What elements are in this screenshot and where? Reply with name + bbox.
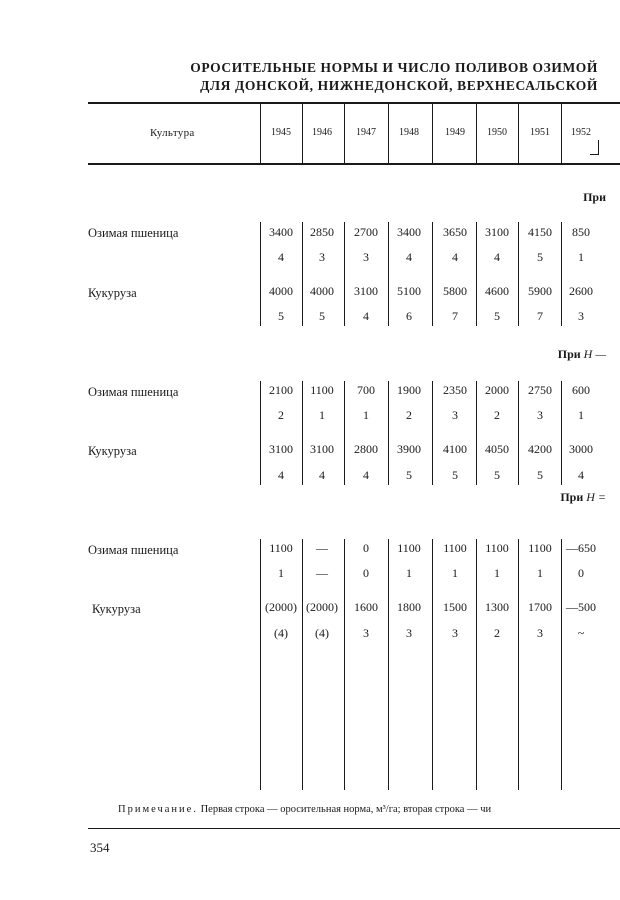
irrigation-count-cell: 5 — [452, 468, 458, 482]
section-condition — [583, 190, 606, 205]
irrigation-count-cell: 1 — [278, 566, 284, 580]
irrigation-norm-cell: (2000) — [306, 600, 338, 614]
irrigation-norm-cell: 1100 — [310, 383, 334, 397]
column-separator — [388, 103, 389, 163]
section-condition — [560, 490, 606, 505]
irrigation-norm-cell: 4050 — [485, 442, 509, 456]
irrigation-norm-cell: 1700 — [528, 600, 552, 614]
irrigation-norm-cell: — — [316, 541, 328, 555]
irrigation-norm-cell: 5900 — [528, 284, 552, 298]
column-header-year: 1951 — [530, 127, 550, 138]
irrigation-norm-cell: 3100 — [269, 442, 293, 456]
irrigation-count-cell: 1 — [537, 566, 543, 580]
irrigation-norm-cell: 1600 — [354, 600, 378, 614]
page-number: 354 — [90, 840, 110, 855]
column-header-year: 1945 — [271, 127, 291, 138]
irrigation-count-cell: 3 — [578, 309, 584, 323]
irrigation-norm-cell: 2800 — [354, 442, 378, 456]
irrigation-norm-cell: 2700 — [354, 225, 378, 239]
table-title-line-1: ОРОСИТЕЛЬНЫЕ НОРМЫ И ЧИСЛО ПОЛИВОВ ОЗИМОЙ — [190, 60, 598, 75]
irrigation-norm-cell: 0 — [363, 541, 369, 555]
irrigation-norm-cell: 4600 — [485, 284, 509, 298]
irrigation-count-cell: 2 — [494, 626, 500, 640]
footer-rule — [88, 828, 620, 829]
irrigation-count-cell: 7 — [452, 309, 458, 323]
irrigation-count-cell: 3 — [406, 626, 412, 640]
culture-name: Кукуруза — [92, 602, 141, 616]
irrigation-norm-cell: 5100 — [397, 284, 421, 298]
condition-variable: H — — [583, 347, 606, 361]
irrigation-count-cell: — — [316, 566, 328, 580]
irrigation-count-cell: 1 — [363, 408, 369, 422]
irrigation-norm-cell: 2100 — [269, 383, 293, 397]
irrigation-count-cell: 2 — [406, 408, 412, 422]
note-lead: Примечание. — [118, 804, 198, 815]
condition-label: При — [560, 490, 584, 504]
irrigation-norm-cell: 4000 — [269, 284, 293, 298]
irrigation-norm-cell: 3000 — [569, 442, 593, 456]
irrigation-norm-cell: 850 — [572, 225, 590, 239]
culture-name: Кукуруза — [88, 286, 137, 300]
irrigation-norm-cell: 3400 — [397, 225, 421, 239]
irrigation-count-cell: 4 — [363, 309, 369, 323]
irrigation-count-cell: 3 — [537, 626, 543, 640]
irrigation-count-cell: (4) — [274, 626, 288, 640]
culture-name: Кукуруза — [88, 444, 137, 458]
irrigation-norm-cell: 1500 — [443, 600, 467, 614]
irrigation-count-cell: 5 — [319, 309, 325, 323]
column-separator — [476, 103, 477, 163]
irrigation-count-cell: 3 — [363, 626, 369, 640]
irrigation-count-cell: 0 — [363, 566, 369, 580]
column-header-culture: Культура — [150, 127, 195, 139]
irrigation-norm-cell: 1100 — [269, 541, 293, 555]
irrigation-count-cell: 5 — [537, 250, 543, 264]
header-top-rule — [88, 102, 620, 104]
header-corner-mark — [590, 140, 599, 155]
irrigation-norm-cell: 1900 — [397, 383, 421, 397]
irrigation-norm-cell: 3100 — [485, 225, 509, 239]
irrigation-count-cell: 1 — [578, 250, 584, 264]
irrigation-norm-cell: 1100 — [397, 541, 421, 555]
column-separator — [260, 103, 261, 163]
irrigation-norm-cell: 3100 — [310, 442, 334, 456]
irrigation-norm-cell: 2600 — [569, 284, 593, 298]
irrigation-norm-cell: 5800 — [443, 284, 467, 298]
irrigation-count-cell: 5 — [537, 468, 543, 482]
column-header-year: 1946 — [312, 127, 332, 138]
irrigation-count-cell: 4 — [452, 250, 458, 264]
irrigation-norm-cell: 2350 — [443, 383, 467, 397]
irrigation-count-cell: 7 — [537, 309, 543, 323]
irrigation-norm-cell: 4200 — [528, 442, 552, 456]
irrigation-norm-cell: 700 — [357, 383, 375, 397]
irrigation-norm-cell: 3900 — [397, 442, 421, 456]
irrigation-count-cell: 4 — [494, 250, 500, 264]
irrigation-count-cell: 4 — [278, 250, 284, 264]
irrigation-count-cell: 5 — [494, 309, 500, 323]
irrigation-norm-cell: (2000) — [265, 600, 297, 614]
irrigation-norm-cell: 2750 — [528, 383, 552, 397]
irrigation-norm-cell: —500 — [566, 600, 596, 614]
irrigation-count-cell: 5 — [494, 468, 500, 482]
irrigation-count-cell: 2 — [278, 408, 284, 422]
column-header-year: 1947 — [356, 127, 376, 138]
irrigation-count-cell: 1 — [406, 566, 412, 580]
column-separator — [344, 103, 345, 163]
irrigation-norm-cell: 2000 — [485, 383, 509, 397]
irrigation-count-cell: 3 — [537, 408, 543, 422]
irrigation-norm-cell: 4100 — [443, 442, 467, 456]
irrigation-count-cell: 3 — [363, 250, 369, 264]
irrigation-norm-cell: 600 — [572, 383, 590, 397]
table-title-line-2: ДЛЯ ДОНСКОЙ, НИЖНЕДОНСКОЙ, ВЕРХНЕСАЛЬСКОЙ — [200, 78, 598, 93]
irrigation-count-cell: 1 — [319, 408, 325, 422]
culture-name: Озимая пшеница — [88, 385, 179, 399]
irrigation-count-cell: 2 — [494, 408, 500, 422]
irrigation-count-cell: 5 — [406, 468, 412, 482]
irrigation-count-cell: 4 — [363, 468, 369, 482]
column-header-year: 1948 — [399, 127, 419, 138]
irrigation-norm-cell: —650 — [566, 541, 596, 555]
condition-label: При — [583, 190, 606, 204]
column-header-year: 1949 — [445, 127, 465, 138]
irrigation-count-cell: 0 — [578, 566, 584, 580]
irrigation-norm-cell: 1100 — [528, 541, 552, 555]
irrigation-count-cell: 3 — [319, 250, 325, 264]
column-header-year: 1952 — [571, 127, 591, 138]
note-text: Первая строка — оросительная норма, м³/га; вторая строка — чи — [200, 804, 492, 815]
irrigation-count-cell: 6 — [406, 309, 412, 323]
irrigation-count-cell: 3 — [452, 626, 458, 640]
irrigation-norm-cell: 1100 — [443, 541, 467, 555]
irrigation-norm-cell: 1100 — [485, 541, 509, 555]
irrigation-count-cell: 1 — [578, 408, 584, 422]
irrigation-norm-cell: 2850 — [310, 225, 334, 239]
column-header-year: 1950 — [487, 127, 507, 138]
section-condition — [558, 347, 606, 362]
irrigation-count-cell: 4 — [406, 250, 412, 264]
irrigation-count-cell: 3 — [452, 408, 458, 422]
irrigation-norm-cell: 1800 — [397, 600, 421, 614]
irrigation-norm-cell: 3400 — [269, 225, 293, 239]
condition-label: При — [557, 347, 581, 361]
irrigation-count-cell: 1 — [452, 566, 458, 580]
column-separator — [518, 103, 519, 163]
irrigation-count-cell: (4) — [315, 626, 329, 640]
header-bottom-rule — [88, 163, 620, 165]
column-separator — [302, 103, 303, 163]
irrigation-norm-cell: 3650 — [443, 225, 467, 239]
irrigation-count-cell: ~ — [577, 626, 585, 640]
table-note — [118, 804, 491, 815]
culture-name: Озимая пшеница — [88, 543, 179, 557]
irrigation-count-cell: 4 — [578, 468, 584, 482]
irrigation-count-cell: 4 — [278, 468, 284, 482]
irrigation-count-cell: 4 — [319, 468, 325, 482]
column-separator — [432, 103, 433, 163]
culture-name: Озимая пшеница — [88, 226, 179, 240]
column-separator — [561, 103, 562, 163]
condition-variable: H = — [586, 490, 606, 504]
irrigation-norm-cell: 1300 — [485, 600, 509, 614]
irrigation-norm-cell: 4150 — [528, 225, 552, 239]
irrigation-count-cell: 5 — [278, 309, 284, 323]
irrigation-norm-cell: 4000 — [310, 284, 334, 298]
irrigation-norm-cell: 3100 — [354, 284, 378, 298]
irrigation-count-cell: 1 — [494, 566, 500, 580]
